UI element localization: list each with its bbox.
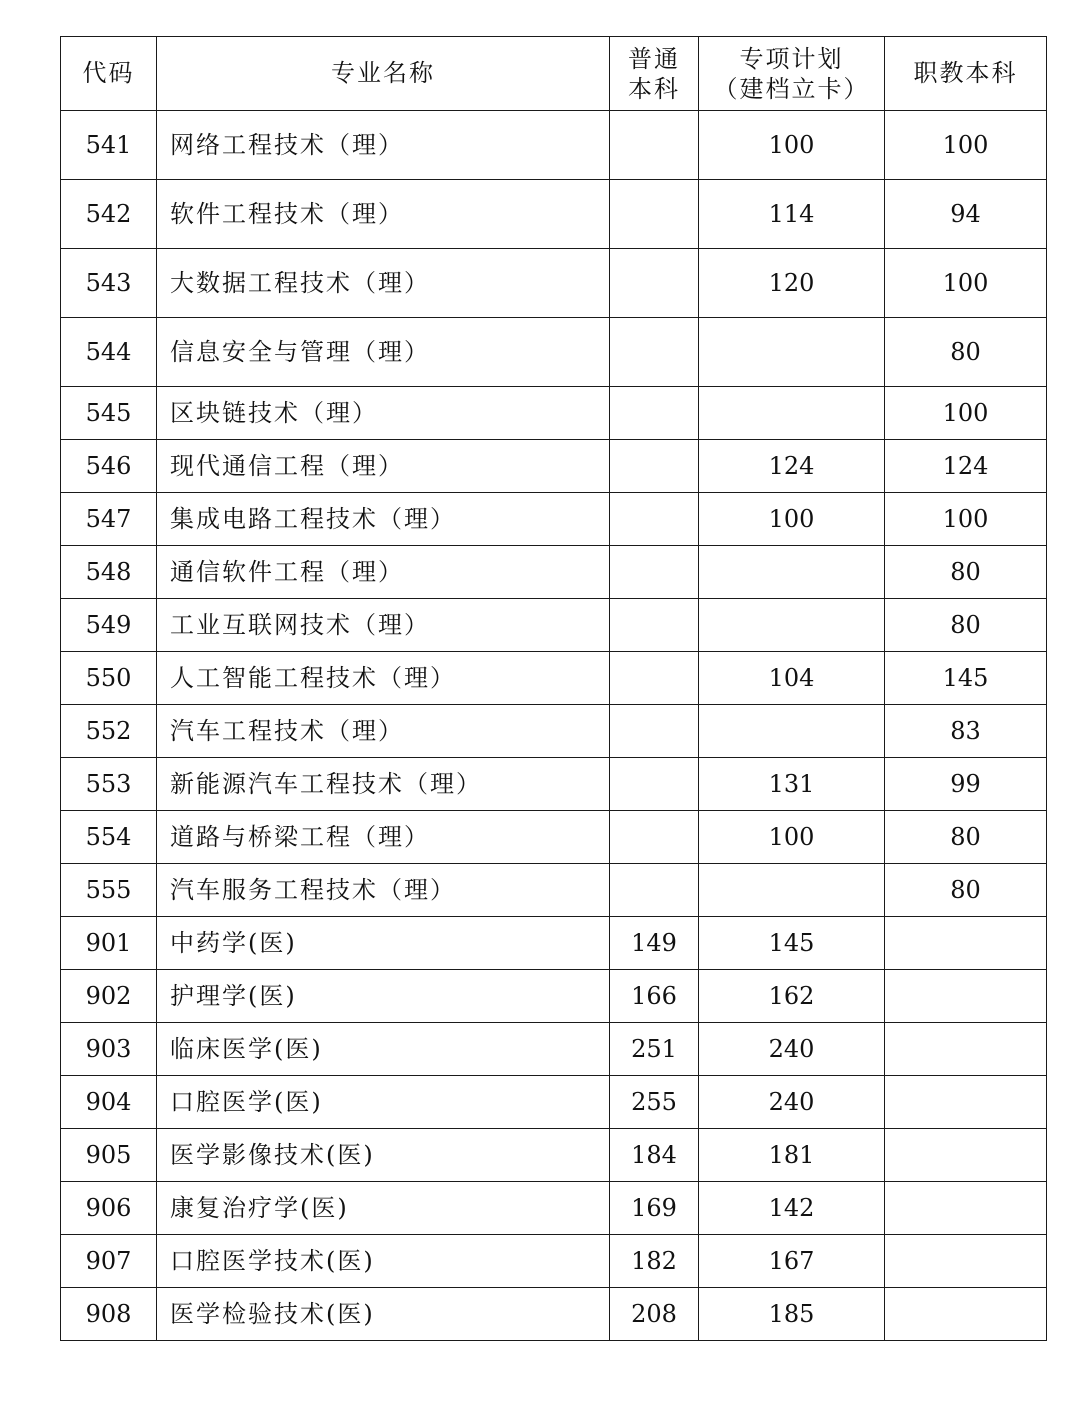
- cell-regular: 184: [610, 1129, 699, 1182]
- cell-regular: [610, 440, 699, 493]
- cell-name: 汽车服务工程技术（理）: [157, 864, 610, 917]
- cell-name: 现代通信工程（理）: [157, 440, 610, 493]
- cell-regular: [610, 249, 699, 318]
- cell-regular: [610, 387, 699, 440]
- cell-name: 临床医学(医): [157, 1023, 610, 1076]
- cell-name: 医学影像技术(医): [157, 1129, 610, 1182]
- cell-regular: 166: [610, 970, 699, 1023]
- table-row: [61, 652, 1047, 705]
- cell-special: [699, 599, 885, 652]
- cell-special: 240: [699, 1076, 885, 1129]
- cell-vocational: 80: [885, 599, 1047, 652]
- header-regular: [610, 37, 699, 111]
- header-special-line1: 专项计划: [739, 44, 844, 73]
- cell-vocational: [885, 970, 1047, 1023]
- table-row: [61, 440, 1047, 493]
- cell-regular: [610, 758, 699, 811]
- table-header: [61, 37, 1047, 111]
- table-row: [61, 811, 1047, 864]
- cell-name: 集成电路工程技术（理）: [157, 493, 610, 546]
- cell-vocational: [885, 1129, 1047, 1182]
- cell-regular: 251: [610, 1023, 699, 1076]
- cell-special: 167: [699, 1235, 885, 1288]
- cell-special: 145: [699, 917, 885, 970]
- cell-vocational: [885, 1023, 1047, 1076]
- cell-code: 903: [61, 1023, 157, 1076]
- cell-code: 543: [61, 249, 157, 318]
- cell-code: 555: [61, 864, 157, 917]
- cell-vocational: 145: [885, 652, 1047, 705]
- cell-vocational: 100: [885, 111, 1047, 180]
- cell-name: 护理学(医): [157, 970, 610, 1023]
- cell-regular: [610, 318, 699, 387]
- table-row: [61, 1288, 1047, 1341]
- table-row: [61, 758, 1047, 811]
- cell-special: 185: [699, 1288, 885, 1341]
- cell-code: 545: [61, 387, 157, 440]
- header-code: 代码: [61, 37, 157, 111]
- cell-vocational: 80: [885, 864, 1047, 917]
- cell-code: 908: [61, 1288, 157, 1341]
- cell-regular: [610, 705, 699, 758]
- cell-name: 道路与桥梁工程（理）: [157, 811, 610, 864]
- cell-code: 550: [61, 652, 157, 705]
- table-row: [61, 599, 1047, 652]
- cell-name: 中药学(医): [157, 917, 610, 970]
- cell-regular: 255: [610, 1076, 699, 1129]
- table-row: [61, 1076, 1047, 1129]
- cell-code: 905: [61, 1129, 157, 1182]
- header-name: 专业名称: [157, 37, 610, 111]
- cell-name: 信息安全与管理（理）: [157, 318, 610, 387]
- cell-special: 100: [699, 493, 885, 546]
- cell-name: 新能源汽车工程技术（理）: [157, 758, 610, 811]
- table-row: [61, 546, 1047, 599]
- cell-regular: 149: [610, 917, 699, 970]
- cell-code: 902: [61, 970, 157, 1023]
- cell-name: 汽车工程技术（理）: [157, 705, 610, 758]
- cell-name: 工业互联网技术（理）: [157, 599, 610, 652]
- cell-name: 口腔医学技术(医): [157, 1235, 610, 1288]
- cell-regular: [610, 493, 699, 546]
- table-row: [61, 1182, 1047, 1235]
- cell-special: 124: [699, 440, 885, 493]
- table-row: [61, 249, 1047, 318]
- table-body: [61, 111, 1047, 1341]
- cell-code: 547: [61, 493, 157, 546]
- header-vocational: 职教本科: [885, 37, 1047, 111]
- cell-vocational: [885, 1076, 1047, 1129]
- table-row: [61, 180, 1047, 249]
- cell-special: 114: [699, 180, 885, 249]
- cell-vocational: [885, 1182, 1047, 1235]
- cell-regular: 208: [610, 1288, 699, 1341]
- header-row: [61, 37, 1047, 111]
- header-regular-line2: 本科: [628, 74, 680, 103]
- cell-vocational: 80: [885, 318, 1047, 387]
- cell-special: 240: [699, 1023, 885, 1076]
- cell-regular: [610, 864, 699, 917]
- cell-regular: [610, 180, 699, 249]
- cell-code: 552: [61, 705, 157, 758]
- cell-vocational: [885, 917, 1047, 970]
- cell-code: 907: [61, 1235, 157, 1288]
- cell-special: 100: [699, 811, 885, 864]
- cell-name: 医学检验技术(医): [157, 1288, 610, 1341]
- table-row: [61, 493, 1047, 546]
- header-regular-line1: 普通: [628, 44, 680, 73]
- table-row: [61, 1023, 1047, 1076]
- cell-special: 181: [699, 1129, 885, 1182]
- table-row: [61, 864, 1047, 917]
- cell-code: 544: [61, 318, 157, 387]
- cell-code: 901: [61, 917, 157, 970]
- cell-vocational: 100: [885, 493, 1047, 546]
- cell-regular: [610, 599, 699, 652]
- table-row: [61, 705, 1047, 758]
- header-special-line2: （建档立卡）: [713, 74, 870, 103]
- cell-name: 康复治疗学(医): [157, 1182, 610, 1235]
- cell-name: 软件工程技术（理）: [157, 180, 610, 249]
- cell-name: 通信软件工程（理）: [157, 546, 610, 599]
- table-row: [61, 387, 1047, 440]
- cell-regular: [610, 652, 699, 705]
- cell-vocational: 80: [885, 811, 1047, 864]
- cell-regular: [610, 811, 699, 864]
- cell-code: 541: [61, 111, 157, 180]
- table-row: [61, 318, 1047, 387]
- cell-code: 554: [61, 811, 157, 864]
- cell-special: [699, 864, 885, 917]
- cell-vocational: [885, 1235, 1047, 1288]
- cell-code: 553: [61, 758, 157, 811]
- table-row: [61, 1129, 1047, 1182]
- cell-regular: [610, 111, 699, 180]
- cell-code: 549: [61, 599, 157, 652]
- cell-vocational: 100: [885, 249, 1047, 318]
- cell-name: 区块链技术（理）: [157, 387, 610, 440]
- table-row: [61, 111, 1047, 180]
- cell-special: [699, 705, 885, 758]
- cell-code: 542: [61, 180, 157, 249]
- cell-code: 548: [61, 546, 157, 599]
- cell-special: 142: [699, 1182, 885, 1235]
- cell-code: 546: [61, 440, 157, 493]
- cell-code: 906: [61, 1182, 157, 1235]
- cell-special: [699, 318, 885, 387]
- score-table: [60, 36, 1047, 1341]
- cell-name: 网络工程技术（理）: [157, 111, 610, 180]
- cell-special: [699, 546, 885, 599]
- cell-name: 人工智能工程技术（理）: [157, 652, 610, 705]
- cell-vocational: 80: [885, 546, 1047, 599]
- cell-name: 大数据工程技术（理）: [157, 249, 610, 318]
- cell-regular: [610, 546, 699, 599]
- cell-code: 904: [61, 1076, 157, 1129]
- cell-regular: 169: [610, 1182, 699, 1235]
- cell-name: 口腔医学(医): [157, 1076, 610, 1129]
- cell-vocational: 100: [885, 387, 1047, 440]
- header-special: [699, 37, 885, 111]
- cell-special: 100: [699, 111, 885, 180]
- cell-special: [699, 387, 885, 440]
- cell-special: 120: [699, 249, 885, 318]
- cell-vocational: 99: [885, 758, 1047, 811]
- table-row: [61, 1235, 1047, 1288]
- cell-vocational: [885, 1288, 1047, 1341]
- cell-vocational: 124: [885, 440, 1047, 493]
- cell-vocational: 94: [885, 180, 1047, 249]
- cell-regular: 182: [610, 1235, 699, 1288]
- cell-special: 131: [699, 758, 885, 811]
- cell-special: 104: [699, 652, 885, 705]
- cell-special: 162: [699, 970, 885, 1023]
- table-row: [61, 970, 1047, 1023]
- table-row: [61, 917, 1047, 970]
- cell-vocational: 83: [885, 705, 1047, 758]
